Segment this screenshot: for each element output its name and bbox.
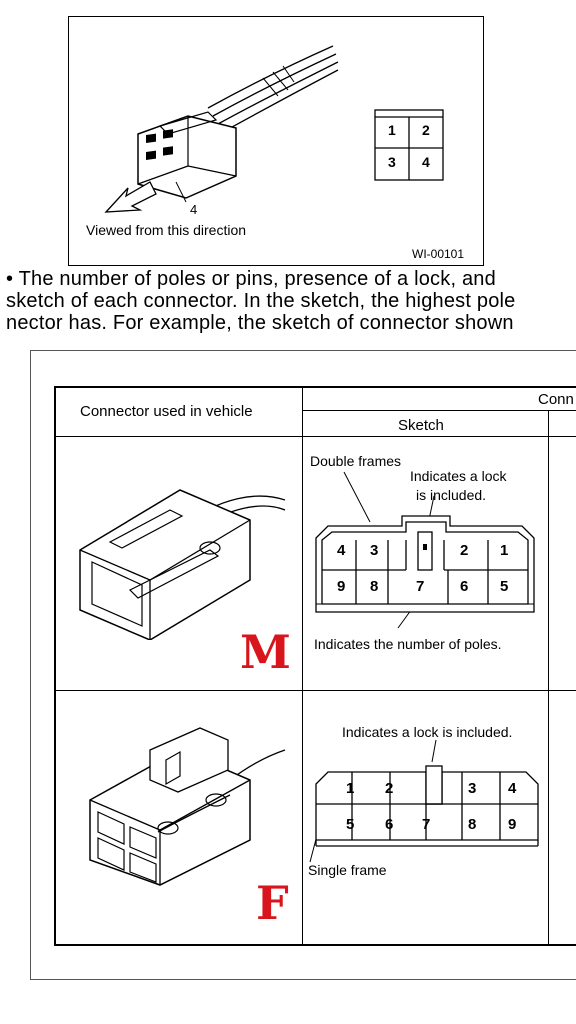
f-pin-top-2: 2 <box>385 780 394 797</box>
f-pin-top-4: 4 <box>508 780 517 797</box>
male-mark: M <box>240 625 291 679</box>
label-double-frames: Double frames <box>310 453 402 469</box>
f-pin-top-1: 1 <box>346 780 355 797</box>
m-pin-top-2: 3 <box>370 542 379 559</box>
label-lock-line1: Indicates a lock <box>410 468 507 484</box>
label-single-frame: Single frame <box>308 862 387 878</box>
label-poles: Indicates the number of poles. <box>314 636 502 652</box>
callout-number: 4 <box>190 202 198 217</box>
f-pin-bottom-3: 7 <box>422 816 431 833</box>
header-sketch: Sketch <box>398 417 444 434</box>
m-pin-top-3: 2 <box>460 542 469 559</box>
paragraph-line-1: • The number of poles or pins, presence of a lock, and <box>6 268 496 290</box>
m-pin-bottom-5: 5 <box>500 578 509 595</box>
viewed-caption: Viewed from this direction <box>86 222 247 238</box>
header-conn: Conn <box>538 391 574 408</box>
header-connector-used: Connector used in vehicle <box>80 403 253 420</box>
f-pin-bottom-1: 5 <box>346 816 355 833</box>
table-subheader-line <box>302 410 576 411</box>
paragraph-line-2: sketch of each connector. In the sketch, the highest pole <box>6 290 516 312</box>
f-pin-top-3: 3 <box>468 780 477 797</box>
m-pin-bottom-2: 8 <box>370 578 379 595</box>
pin-grid-2: 2 <box>422 122 430 138</box>
table-col-divider-2 <box>548 410 549 944</box>
pin-grid-4: 4 <box>422 154 430 170</box>
f-pin-bottom-4: 8 <box>468 816 477 833</box>
m-pin-bottom-4: 6 <box>460 578 469 595</box>
male-connector-illustration <box>70 470 290 640</box>
figure-code: WI-00101 <box>412 247 465 261</box>
label-lock-line2: is included. <box>416 487 487 503</box>
female-connector-illustration <box>80 720 290 890</box>
pin-grid-1: 1 <box>388 122 396 138</box>
f-pin-bottom-2: 6 <box>385 816 394 833</box>
female-mark: F <box>256 876 289 930</box>
m-pin-bottom-1: 9 <box>337 578 346 595</box>
f-pin-bottom-5: 9 <box>508 816 517 833</box>
m-pin-top-4: 1 <box>500 542 509 559</box>
label-lock-included: Indicates a lock is included. <box>342 724 513 740</box>
m-pin-top-1: 4 <box>337 542 346 559</box>
paragraph-line-3: nector has. For example, the sketch of connector shown <box>6 312 514 334</box>
m-pin-bottom-3: 7 <box>416 578 425 595</box>
pin-grid-3: 3 <box>388 154 396 170</box>
